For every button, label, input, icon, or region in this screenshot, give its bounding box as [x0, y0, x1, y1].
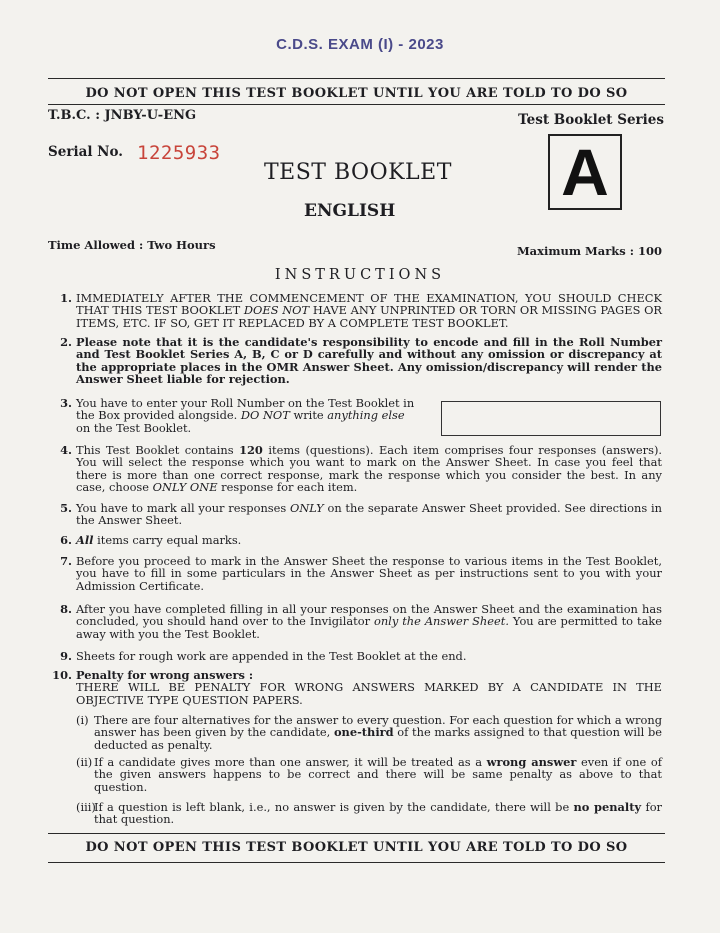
- time-allowed: Time Allowed : Two Hours: [48, 238, 216, 252]
- instruction-item-8: [50, 603, 662, 640]
- sub-number: (i): [76, 713, 89, 727]
- item-number: 3.: [60, 396, 72, 410]
- maximum-marks: Maximum Marks : 100: [516, 244, 662, 258]
- instruction-item-6: [50, 534, 662, 546]
- item-number: 7.: [60, 554, 72, 568]
- penalty-title: Penalty for wrong answers :: [76, 668, 254, 682]
- item-text: After you have completed filling in all your responses on the Answer Sheet and the examination has concluded, you should hand over to the Invigilator only the Answer Sheet. You are permitted to take away with you the Test Booklet.: [76, 602, 663, 641]
- instruction-item-7: [50, 555, 662, 592]
- item-number: 9.: [60, 649, 72, 663]
- sub-number: (ii): [76, 755, 93, 769]
- roll-number-box[interactable]: [441, 401, 661, 436]
- series-label: Test Booklet Series: [518, 112, 664, 128]
- instruction-item-9: [50, 650, 662, 662]
- instructions-heading: INSTRUCTIONS: [274, 267, 446, 283]
- series-letter: A: [561, 135, 609, 209]
- item-number: 6.: [60, 533, 72, 547]
- instruction-item-5: [50, 502, 662, 527]
- item-text: Before you proceed to mark in the Answer Sheet the response to various items in the Test Booklet, you have to fill in some particulars in the Answer Sheet as per instructions sent to you with your Admission Certificate.: [76, 554, 662, 593]
- exam-title: C.D.S. EXAM (I) - 2023: [276, 36, 444, 53]
- penalty-item-1: [68, 714, 662, 751]
- serial-label: Serial No.: [48, 144, 123, 160]
- item-text: [76, 669, 662, 706]
- penalty-item-2: [68, 756, 662, 793]
- bottom-rule-2: [48, 862, 665, 863]
- item-text: IMMEDIATELY AFTER THE COMMENCEMENT OF THE EXAMINATION, YOU SHOULD CHECK THAT THIS TEST BOOKLET DOES NOT HAVE ANY UNPRINTED OR TORN OR MISSING PAGES OR ITEMS, ETC. IF SO, GET IT REPLACED BY A COMPLETE TEST BOOKLET.: [76, 291, 662, 330]
- instruction-item-3: [50, 397, 422, 434]
- item-text: Please note that it is the candidate's responsibility to encode and fill in the Roll Number and Test Booklet Series A, B, C or D carefully and without any omission or discrepancy at the appropriate places in the OMR Answer Sheet. Any omission/discrepancy will render the Answer Sheet liable for rejection.: [76, 335, 662, 387]
- top-warning: DO NOT OPEN THIS TEST BOOKLET UNTIL YOU ARE TOLD TO DO SO: [85, 86, 628, 101]
- penalty-notice: THERE WILL BE PENALTY FOR WRONG ANSWERS MARKED BY A CANDIDATE IN THE OBJECTIVE TYPE QUESTION PAPERS.: [76, 680, 662, 707]
- top-rule: [48, 78, 665, 79]
- instruction-item-1: [50, 292, 662, 329]
- item-text: All items carry equal marks.: [76, 533, 242, 547]
- sub-text: There are four alternatives for the answer to every question. For each question for which a wrong answer has been given by the candidate, one-third of the marks assigned to that question will be deducted as penalty.: [94, 713, 662, 752]
- sub-text: If a candidate gives more than one answer, it will be treated as a wrong answer even if one of the given answers happens to be correct and there will be same penalty as above to that question.: [94, 755, 662, 794]
- serial-number: 1225933: [137, 142, 221, 164]
- item-number: 8.: [60, 602, 72, 616]
- bottom-rule: [48, 833, 665, 834]
- instruction-item-2: [50, 336, 662, 386]
- penalty-item-3: [68, 801, 662, 826]
- sub-text: If a question is left blank, i.e., no answer is given by the candidate, there will be no penalty for that question.: [94, 800, 662, 827]
- tbc-code: T.B.C. : JNBY-U-ENG: [48, 108, 197, 123]
- series-box: [548, 134, 622, 210]
- item-text: You have to mark all your responses ONLY on the separate Answer Sheet provided. See directions in the Answer Sheet.: [76, 501, 662, 528]
- item-number: 2.: [60, 335, 72, 349]
- top-rule-2: [48, 104, 665, 105]
- instruction-item-10: [50, 669, 662, 706]
- item-number: 1.: [60, 291, 72, 305]
- sub-number: (iii): [76, 800, 96, 814]
- subject-title: ENGLISH: [304, 201, 396, 221]
- item-text: You have to enter your Roll Number on the Test Booklet in the Box provided alongside. DO NOT write anything else on the Test Booklet.: [76, 396, 415, 435]
- item-number: 10.: [52, 668, 72, 682]
- item-number: 4.: [60, 443, 72, 457]
- instruction-item-4: [50, 444, 662, 494]
- item-text: This Test Booklet contains 120 items (questions). Each item comprises four responses (answers). You will select the response which you want to mark on the Answer Sheet. In case you feel that there is more than one correct response, mark the response which you consider the best. In any case, choose ONLY ONE response for each item.: [76, 443, 663, 495]
- item-text: Sheets for rough work are appended in the Test Booklet at the end.: [76, 649, 467, 663]
- booklet-title: TEST BOOKLET: [264, 160, 452, 185]
- bottom-warning: DO NOT OPEN THIS TEST BOOKLET UNTIL YOU ARE TOLD TO DO SO: [85, 840, 628, 855]
- item-number: 5.: [60, 501, 72, 515]
